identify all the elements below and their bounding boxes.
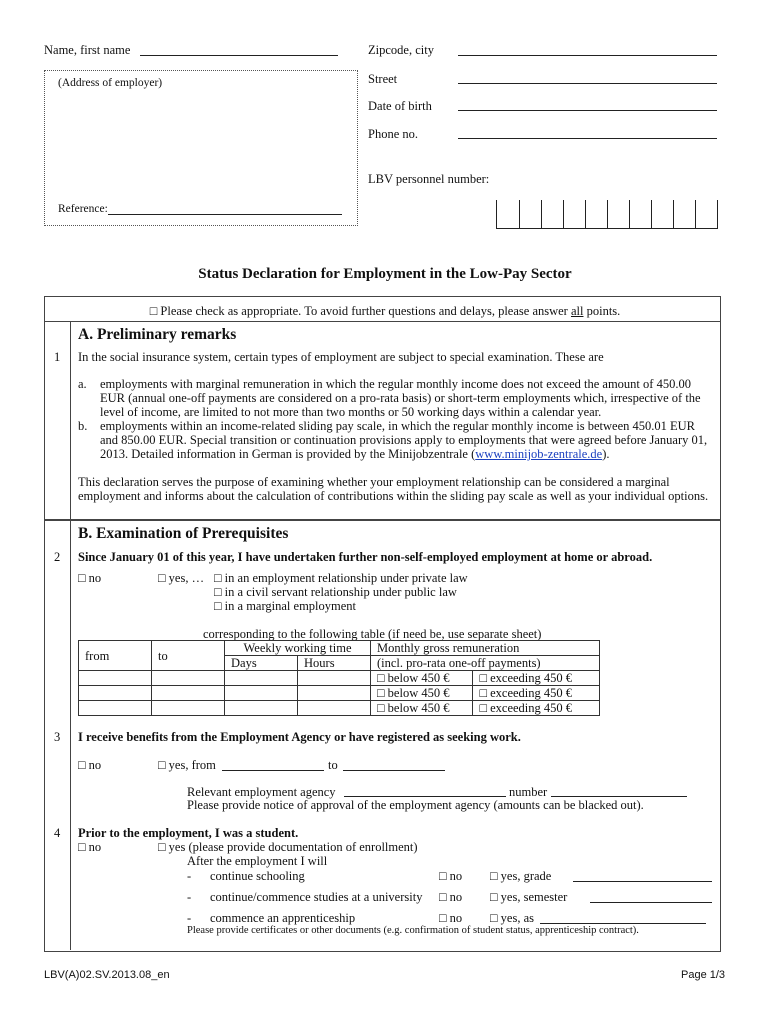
q3-agency-input-line[interactable] <box>344 796 506 797</box>
hours-cell[interactable] <box>298 671 371 686</box>
lbv-digit-divider <box>629 200 630 228</box>
q2-question: Since January 01 of this year, I have undertaken further non-self-employed employment at home or abroad. <box>78 550 653 564</box>
employment-table <box>78 640 600 716</box>
q3-number-label: number <box>509 785 548 799</box>
col-to-header: to <box>152 641 225 671</box>
days-cell[interactable] <box>225 671 298 686</box>
q3-number-input-line[interactable] <box>551 796 687 797</box>
q3-yes-checkbox[interactable]: □ yes, from <box>158 758 216 772</box>
dash: - <box>187 890 192 904</box>
q4-yes-checkbox[interactable]: □ yes (please provide documentation of enrollment) <box>158 840 418 854</box>
dash: - <box>187 869 192 883</box>
q2-no-checkbox[interactable]: □ no <box>78 571 102 585</box>
form-code: LBV(A)02.SV.2013.08_en <box>44 969 170 981</box>
question-number: 4 <box>54 826 61 840</box>
exceeding-450-checkbox[interactable]: □ exceeding 450 € <box>473 701 600 716</box>
q2-private-law-checkbox[interactable]: □ in an employment relationship under private law <box>214 571 468 585</box>
item-b-marker: b. <box>78 419 88 433</box>
divider <box>44 321 720 322</box>
q3-agency-label: Relevant employment agency <box>187 785 336 799</box>
q3-notice: Please provide notice of approval of the employment agency (amounts can be blacked out). <box>187 798 644 812</box>
section-b-heading: B. Examination of Prerequisites <box>78 525 289 542</box>
exceeding-450-checkbox[interactable]: □ exceeding 450 € <box>473 671 600 686</box>
q3-to-label: to <box>328 758 338 772</box>
section-a-closing: This declaration serves the purpose of examining whether your employment relationship can be considered a marginal employment and informs about the calculation of contributions within the sliding pay scale as well as your individual options. <box>78 475 709 503</box>
q4-as-checkbox[interactable]: □ yes, as <box>490 911 535 925</box>
employer-address-label: (Address of employer) <box>58 77 163 89</box>
q2-table-caption: corresponding to the following table (if need be, use separate sheet) <box>203 627 542 641</box>
hours-cell[interactable] <box>298 686 371 701</box>
number-column-border <box>70 322 71 950</box>
question-number: 1 <box>54 350 61 364</box>
q3-to-input-line[interactable] <box>343 770 445 771</box>
q2-yes-checkbox[interactable]: □ yes, … <box>158 571 205 585</box>
table-row <box>79 701 600 716</box>
hours-cell[interactable] <box>298 701 371 716</box>
q4-schooling-no-checkbox[interactable]: □ no <box>439 869 463 883</box>
q4-semester-input-line[interactable] <box>590 902 712 903</box>
to-cell[interactable] <box>152 671 225 686</box>
instruction-checkbox-icon: □ <box>149 304 158 318</box>
q4-grade-checkbox[interactable]: □ yes, grade <box>490 869 552 883</box>
reference-label: Reference: <box>58 203 108 215</box>
days-cell[interactable] <box>225 686 298 701</box>
q4-schooling-label: continue schooling <box>210 869 305 883</box>
q4-semester-checkbox[interactable]: □ yes, semester <box>490 890 568 904</box>
q2-marginal-checkbox[interactable]: □ in a marginal employment <box>214 599 357 613</box>
col-from-header: from <box>79 641 152 671</box>
q4-grade-input-line[interactable] <box>573 881 712 882</box>
exceeding-450-checkbox[interactable]: □ exceeding 450 € <box>473 686 600 701</box>
col-monthly-header: Monthly gross remuneration <box>371 641 600 656</box>
street-label: Street <box>368 72 398 86</box>
q4-no-checkbox[interactable]: □ no <box>78 840 102 854</box>
phone-label: Phone no. <box>368 127 418 141</box>
minijob-link[interactable]: www.minijob-zentrale.de <box>475 447 603 461</box>
question-number: 2 <box>54 550 61 564</box>
q3-from-input-line[interactable] <box>222 770 324 771</box>
zipcode-input-line[interactable] <box>458 55 717 56</box>
section-a-intro: In the social insurance system, certain types of employment are subject to special examination. These are <box>78 350 604 364</box>
q4-certificates-note: Please provide certificates or other documents (e.g. confirmation of student status, apprenticeship contract). <box>187 925 639 936</box>
lbv-digit-divider <box>651 200 652 228</box>
section-divider <box>44 520 720 521</box>
below-450-checkbox[interactable]: □ below 450 € <box>371 671 473 686</box>
page-title: Status Declaration for Employment in the Low-Pay Sector <box>198 266 572 282</box>
lbv-digit-divider <box>541 200 542 228</box>
name-input-line[interactable] <box>140 55 338 56</box>
q2-public-law-checkbox[interactable]: □ in a civil servant relationship under public law <box>214 585 457 599</box>
page-number: Page 1/3 <box>681 969 726 981</box>
street-input-line[interactable] <box>458 83 717 84</box>
col-monthly-sub: (incl. pro-rata one-off payments) <box>371 656 600 671</box>
col-hours-header: Hours <box>298 656 371 671</box>
q4-apprenticeship-label: commence an apprenticeship <box>210 911 356 925</box>
q3-no-checkbox[interactable]: □ no <box>78 758 102 772</box>
from-cell[interactable] <box>79 701 152 716</box>
days-cell[interactable] <box>225 701 298 716</box>
item-a-marker: a. <box>78 377 87 391</box>
table-row <box>79 671 600 686</box>
to-cell[interactable] <box>152 686 225 701</box>
from-cell[interactable] <box>79 686 152 701</box>
question-number: 3 <box>54 730 61 744</box>
q4-apprenticeship-no-checkbox[interactable]: □ no <box>439 911 463 925</box>
col-weekly-header: Weekly working time <box>225 641 371 656</box>
dob-label: Date of birth <box>368 99 432 113</box>
instruction-text: □ Please check as appropriate. To avoid further questions and delays, please answer all points. <box>149 304 621 318</box>
zipcode-label: Zipcode, city <box>368 43 434 57</box>
to-cell[interactable] <box>152 701 225 716</box>
q4-question: Prior to the employment, I was a student. <box>78 826 299 840</box>
lbv-digit-divider <box>585 200 586 228</box>
lbv-digit-divider <box>673 200 674 228</box>
q3-question: I receive benefits from the Employment Agency or have registered as seeking work. <box>78 730 521 744</box>
below-450-checkbox[interactable]: □ below 450 € <box>371 686 473 701</box>
q4-studies-label: continue/commence studies at a university <box>210 890 423 904</box>
lbv-number-boxes[interactable] <box>496 200 718 229</box>
phone-input-line[interactable] <box>458 138 717 139</box>
q4-after-label: After the employment I will <box>187 854 328 868</box>
dob-input-line[interactable] <box>458 110 717 111</box>
lbv-digit-divider <box>519 200 520 228</box>
item-b-text: employments within an income-related sliding pay scale, in which the regular monthly income is between 450.01 EUR and 850.00 EUR. Special transition or continuation provisions apply to employments that were agreed before January 01, 2013. Detailed information in German is provided by the Minijobzentrale (www.minijob-zentrale.de). <box>100 419 708 461</box>
lbv-digit-divider <box>695 200 696 228</box>
item-a-text: employments with marginal remuneration in which the regular monthly income does not exceed the amount of 450.00 EUR (annual one-off payments are considered on a pro-rata basis) or short-term employments which, irrespective of the level of income, are limited to not more than two months or 50 working days within a calendar year. <box>100 377 701 419</box>
q4-studies-no-checkbox[interactable]: □ no <box>439 890 463 904</box>
table-row <box>79 686 600 701</box>
lbv-digit-divider <box>563 200 564 228</box>
dash: - <box>187 911 192 925</box>
section-a-heading: A. Preliminary remarks <box>78 326 237 343</box>
col-days-header: Days <box>225 656 298 671</box>
reference-input-line[interactable] <box>108 214 342 215</box>
q4-as-input-line[interactable] <box>540 923 706 924</box>
from-cell[interactable] <box>79 671 152 686</box>
below-450-checkbox[interactable]: □ below 450 € <box>371 701 473 716</box>
name-label: Name, first name <box>44 43 131 57</box>
lbv-digit-divider <box>607 200 608 228</box>
lbv-label: LBV personnel number: <box>368 172 490 186</box>
